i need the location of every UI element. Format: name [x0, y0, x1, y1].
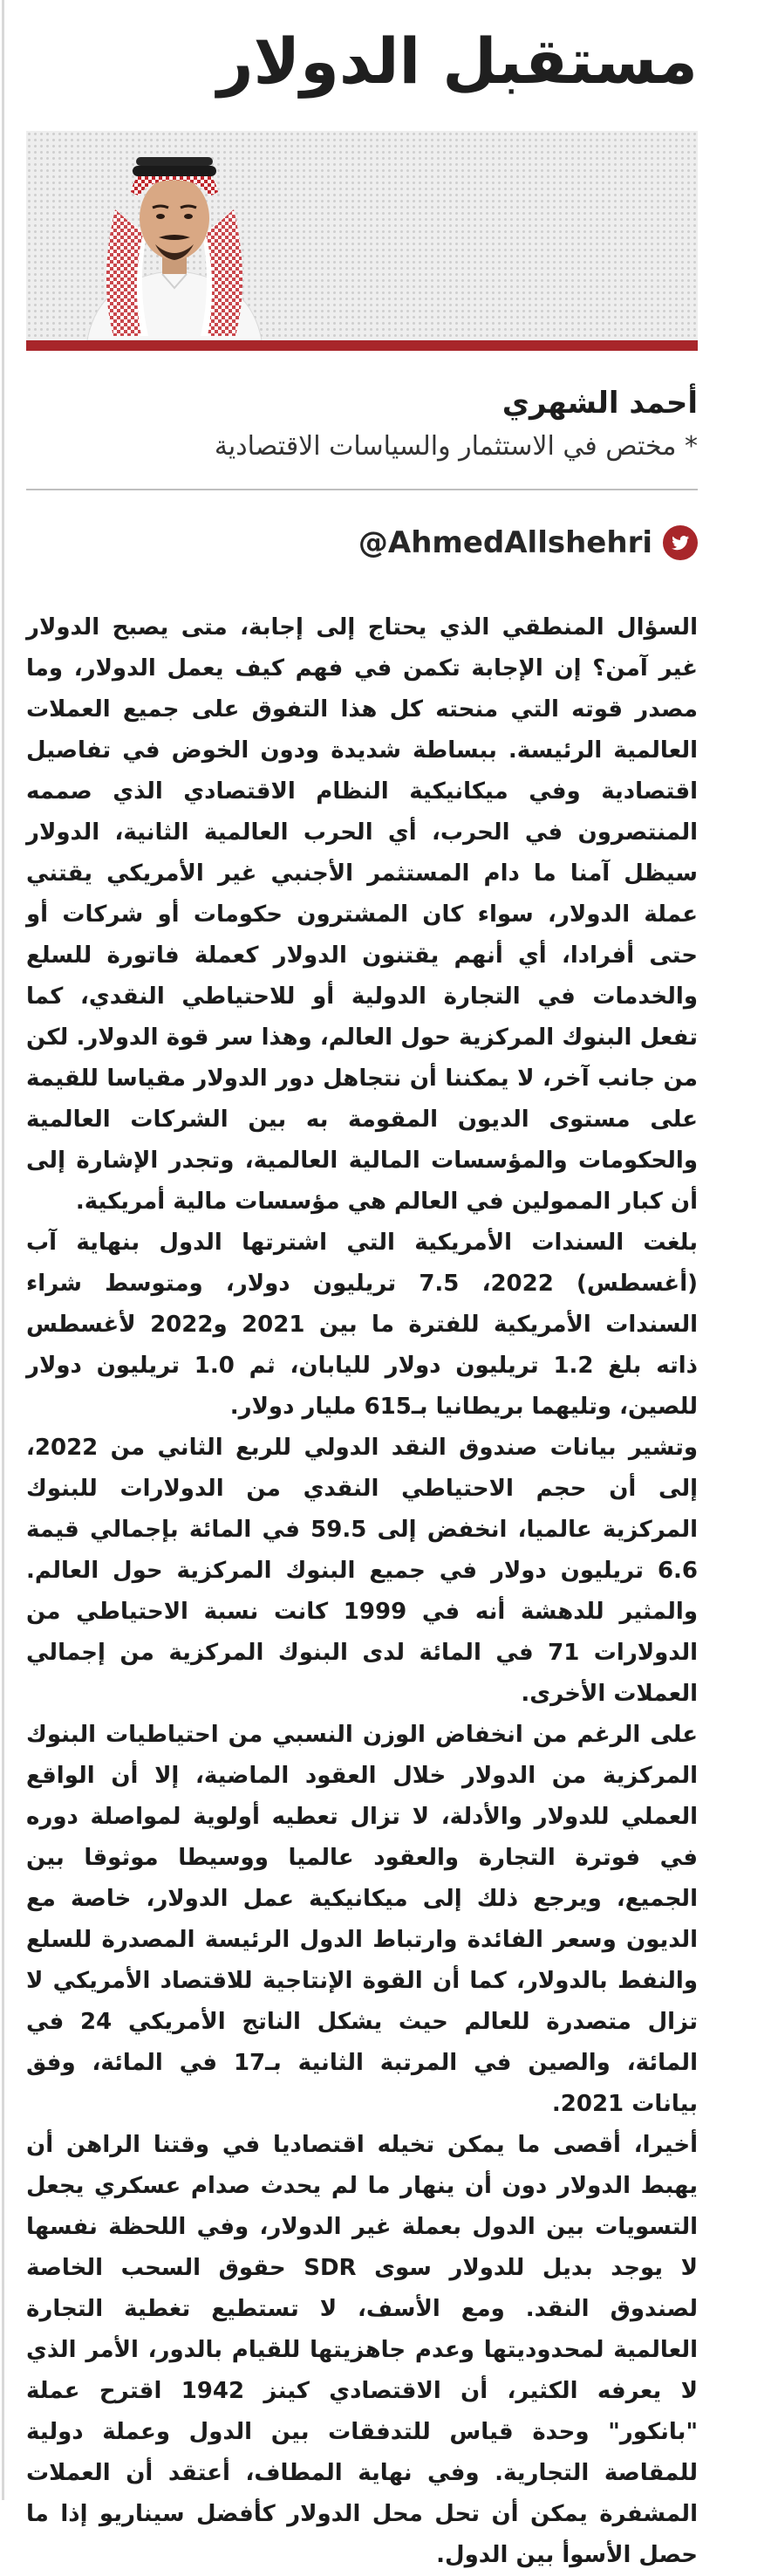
article-page [26, 0, 698, 2576]
page-edge-rule [2, 0, 4, 2500]
twitter-bird-icon [663, 525, 698, 560]
author-portrait [78, 131, 270, 340]
article-paragraph: وتشير بيانات صندوق النقد الدولي للربع الثاني من 2022، إلى أن حجم الاحتياطي النقدي من الدولارات للبنوك المركزية عالميا، انخفض إلى 59.5 في المائة بإجمالي قيمة 6.6 تريليون دولار في جميع البنوك المركزية حول العالم. والمثير للدهشة أنه في 1999 كانت نسبة الاحتياطي من الدولارات 71 في المائة لدى البنوك المركزية من إجمالي العملات الأخرى. [26, 1435, 698, 1707]
article-paragraph: السؤال المنطقي الذي يحتاج إلى إجابة، متى يصبح الدولار غير آمن؟ إن الإجابة تكمن في فهم كيف يعمل الدولار، وما مصدر قوته التي منحته كل هذا التفوق على جميع العملات العالمية الرئيسة. ببساطة شديدة ودون الخوض في تفاصيل اقتصادية وفي ميكانيكية النظام الاقتصادي الذي صممه المنتصرون في الحرب، أي الحرب العالمية الثانية، الدولار سيظل آمنا ما دام المستثمر الأجنبي غير الأمريكي يقتني عملة الدولار، سواء كان المشترون حكومات أو شركات أو حتى أفرادا، أي أنهم يقتنون الدولار كعملة فاتورة للسلع والخدمات في التجارة الدولية أو للاحتياطي النقدي، كما تفعل البنوك المركزية حول العالم، وهذا سر قوة الدولار. لكن من جانب آخر، لا يمكننا أن نتجاهل دور الدولار مقياسا للقيمة على مستوى الديون المقومة به بين الشركات العالمية والحكومات والمؤسسات المالية العالمية، وتجدر الإشارة إلى أن كبار الممولين في العالم هي مؤسسات مالية أمريكية. [26, 614, 698, 1215]
article-paragraph: بلغت السندات الأمريكية التي اشترتها الدول بنهاية آب (أغسطس) 2022، 7.5 تريليون دولار، ومتوسط شراء السندات الأمريكية للفترة ما بين 2021 و2022 لأغسطس ذاته بلغ 1.2 تريليون دولار لليابان، ثم 1.0 تريليون دولار للصين، وتليهما بريطانيا بـ615 مليار دولار. [26, 1230, 699, 1420]
author-name: أحمد الشهري [501, 386, 698, 421]
article-title: مستقبل الدولار [217, 24, 698, 98]
author-divider [26, 489, 698, 490]
article-paragraph: على الرغم من انخفاض الوزن النسبي من احتياطيات البنوك المركزية من الدولار خلال العقود الماضية، إلا أن الواقع العملي للدولار والأدلة، لا تزال تعطيه أولوية لمواصلة دوره في فوترة التجارة والعقود عالميا ووسيطا موثوقا بين الجميع، ويرجع ذلك إلى ميكانيكية عمل الدولار، خاصة مع الديون وسعر الفائدة وارتباط الدول الرئيسة المصدرة للسلع والنفط بالدولار، كما أن القوة الإنتاجية للاقتصاد الأمريكي لا تزال متصدرة للعالم حيث يشكل الناتج الأمريكي 24 في المائة، والصين في المرتبة الثانية بـ17 في المائة، وفق بيانات 2021. [26, 1722, 698, 2117]
article-body [26, 607, 698, 2576]
author-role: * مختص في الاستثمار والسياسات الاقتصادية [214, 431, 698, 462]
article-paragraph: أخيرا، أقصى ما يمكن تخيله اقتصاديا في وقتنا الراهن أن يهبط الدولار دون أن ينهار ما لم يحدث صدام عسكري يجعل التسويات بين الدول بعملة غير الدولار، وفي اللحظة نفسها لا يوجد بديل للدولار سوى SDR حقوق السحب الخاصة لصندوق النقد. ومع الأسف، لا تستطيع تغطية التجارة العالمية لمحدوديتها وعدم جاهزيتها للقيام بالدور، الأمر الذي لا يعرفه الكثير، أن الاقتصادي كينز 1942 اقترح عملة "بانكور" وحدة قياس للتدفقات بين الدول وعملة دولية للمقاصة التجارية. وفي نهاية المطاف، أعتقد أن العملات المشفرة يمكن أن تحل محل الدولار كأفضل سيناريو إذا ما حصل الأسوأ بين الدول. [26, 2132, 698, 2568]
twitter-handle[interactable]: @AhmedAllshehri [358, 525, 652, 560]
author-photo-banner [26, 131, 698, 351]
author-twitter[interactable] [26, 522, 698, 564]
